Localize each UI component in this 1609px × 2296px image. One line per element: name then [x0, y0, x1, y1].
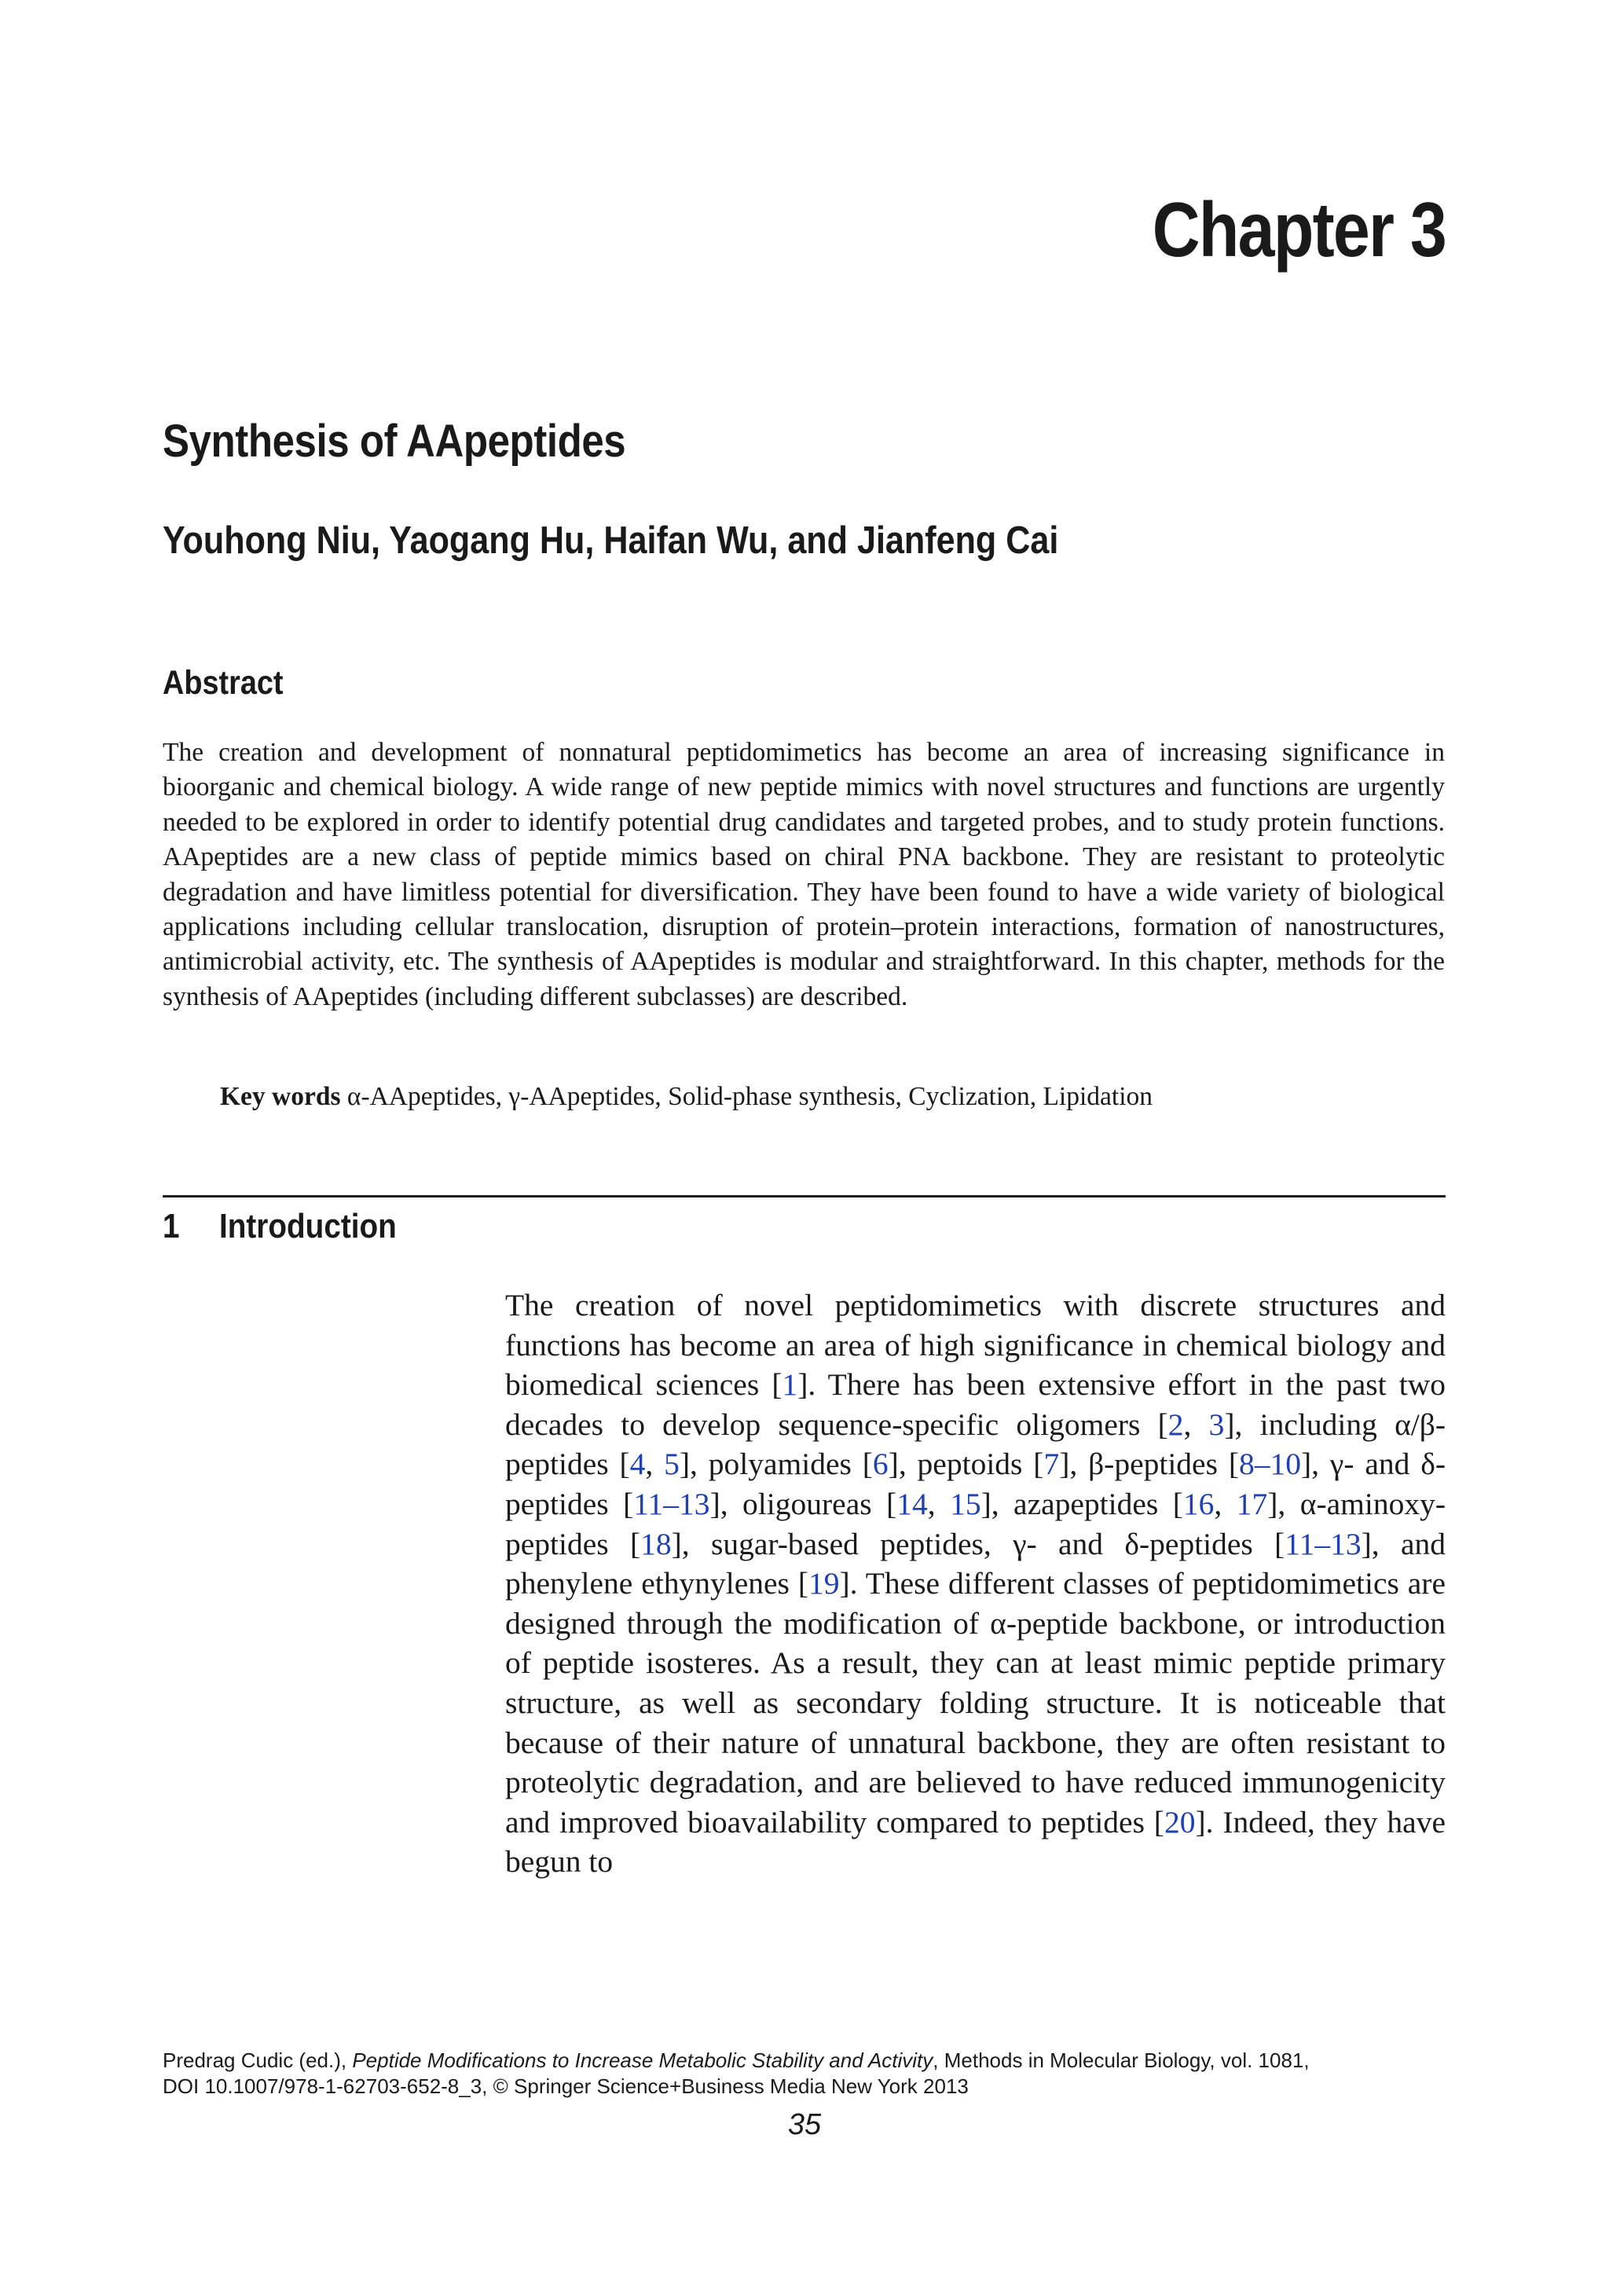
page-number: 35 [787, 2108, 822, 2141]
paragraph-text: , [1214, 1486, 1237, 1521]
citation-link[interactable]: 5 [664, 1447, 680, 1482]
citation-link[interactable]: 11–13 [1285, 1526, 1362, 1561]
citation-link[interactable]: 19 [808, 1566, 840, 1601]
abstract-heading: Abstract [163, 664, 284, 702]
paragraph-text: , [645, 1447, 665, 1482]
paragraph-text: ], oligoureas [ [709, 1486, 897, 1521]
keywords-text: α-AApeptides, γ-AApeptides, Solid-phase synthesis, Cyclization, Lipidation [346, 1082, 1153, 1111]
paragraph-text: ], azapeptides [ [980, 1486, 1183, 1521]
keywords-label: Key words [220, 1082, 341, 1111]
paragraph-text: ], polyamides [ [679, 1447, 873, 1482]
chapter-title: Synthesis of AApeptides [163, 416, 626, 467]
paragraph-text: ], α-aminoxy-peptides [ [505, 1486, 1446, 1561]
paragraph-text: , [927, 1486, 951, 1521]
citation-link[interactable]: 18 [640, 1526, 672, 1561]
citation-link[interactable]: 15 [950, 1486, 981, 1521]
paragraph-text: The creation of novel peptidomimetics with discrete structures and functions has become an area of high significance in chemical biology and biomedical sciences [ [505, 1288, 1446, 1403]
paragraph-text: ], peptoids [ [888, 1447, 1044, 1482]
citation-link[interactable]: 14 [896, 1486, 928, 1521]
chapter-label: Chapter 3 [1152, 186, 1446, 273]
citation-link[interactable]: 20 [1164, 1804, 1196, 1839]
author-list: Youhong Niu, Yaogang Hu, Haifan Wu, and Jianfeng Cai [163, 519, 1059, 562]
introduction-paragraph [505, 1286, 1446, 1882]
paragraph-text: ]. These different classes of peptidomimetics are designed through the modification of α-peptide backbone, or introduction of peptide isosteres. As a result, they can at least mimic peptide primary structure, as well as secondary folding structure. It is noticeable that because of their nature of unnatural backbone, they are often resistant to proteolytic degradation, and are believed to have reduced immunogenicity and improved bioavailability compared to peptides [ [505, 1566, 1446, 1839]
abstract-text: The creation and development of nonnatural peptidomimetics has become an area of increasing significance in bioorganic and chemical biology. A wide range of new peptide mimics with novel structures and functions are urgently needed to be explored in order to identify potential drug candidates and targeted probes, and to study protein functions. AApeptides are a new class of peptide mimics based on chiral PNA backbone. They are resistant to proteolytic degradation and have limitless potential for diversification. They have been found to have a wide variety of biological applications including cellular translocation, disruption of protein–protein interactions, formation of nanostructures, antimicrobial activity, etc. The synthesis of AApeptides is modular and straightforward. In this chapter, methods for the synthesis of AApeptides (including different subclasses) are described. [163, 738, 1445, 1011]
citation-link[interactable]: 1 [782, 1367, 798, 1403]
section-divider [163, 1195, 1446, 1198]
paragraph-text: ]. Indeed, they have begun to [505, 1804, 1446, 1880]
citation-link[interactable]: 16 [1182, 1486, 1215, 1521]
citation-link[interactable]: 6 [872, 1447, 889, 1482]
paragraph-text: ]. There has been extensive effort in the past two decades to develop sequence-specific oligomers [ [505, 1367, 1446, 1442]
citation-link[interactable]: 3 [1208, 1407, 1225, 1442]
footnote-book-title: Peptide Modifications to Increase Metabolic Stability and Activity [352, 2048, 933, 2072]
citation-link[interactable]: 17 [1236, 1486, 1268, 1521]
paragraph-text: ], sugar-based peptides, γ- and δ-peptides [ [671, 1526, 1285, 1561]
citation-link[interactable]: 4 [629, 1447, 646, 1482]
footnote-editor: Predrag Cudic (ed.), [163, 2048, 353, 2072]
footnote-doi: DOI 10.1007/978-1-62703-652-8_3, © Springer Science+Business Media New York 2013 [163, 2074, 969, 2098]
footnote-series: , Methods in Molecular Biology, vol. 1081, [933, 2048, 1310, 2072]
publication-footnote [163, 2048, 1459, 2100]
paragraph-text: ], including α/β-peptides [ [505, 1407, 1446, 1482]
paragraph-text: ], β-peptides [ [1059, 1447, 1239, 1482]
paragraph-text: , [1183, 1407, 1209, 1442]
citation-link[interactable]: 8–10 [1238, 1447, 1301, 1482]
citation-link[interactable]: 7 [1043, 1447, 1060, 1482]
section-title: Introduction [219, 1207, 397, 1245]
section-number: 1 [163, 1207, 180, 1245]
citation-link[interactable]: 11–13 [633, 1486, 710, 1521]
paragraph-text: ], and phenylene ethynylenes [ [505, 1526, 1446, 1601]
keywords [220, 1080, 1446, 1114]
paragraph-text: ], γ- and δ-peptides [ [505, 1447, 1446, 1521]
citation-link[interactable]: 2 [1167, 1407, 1184, 1442]
